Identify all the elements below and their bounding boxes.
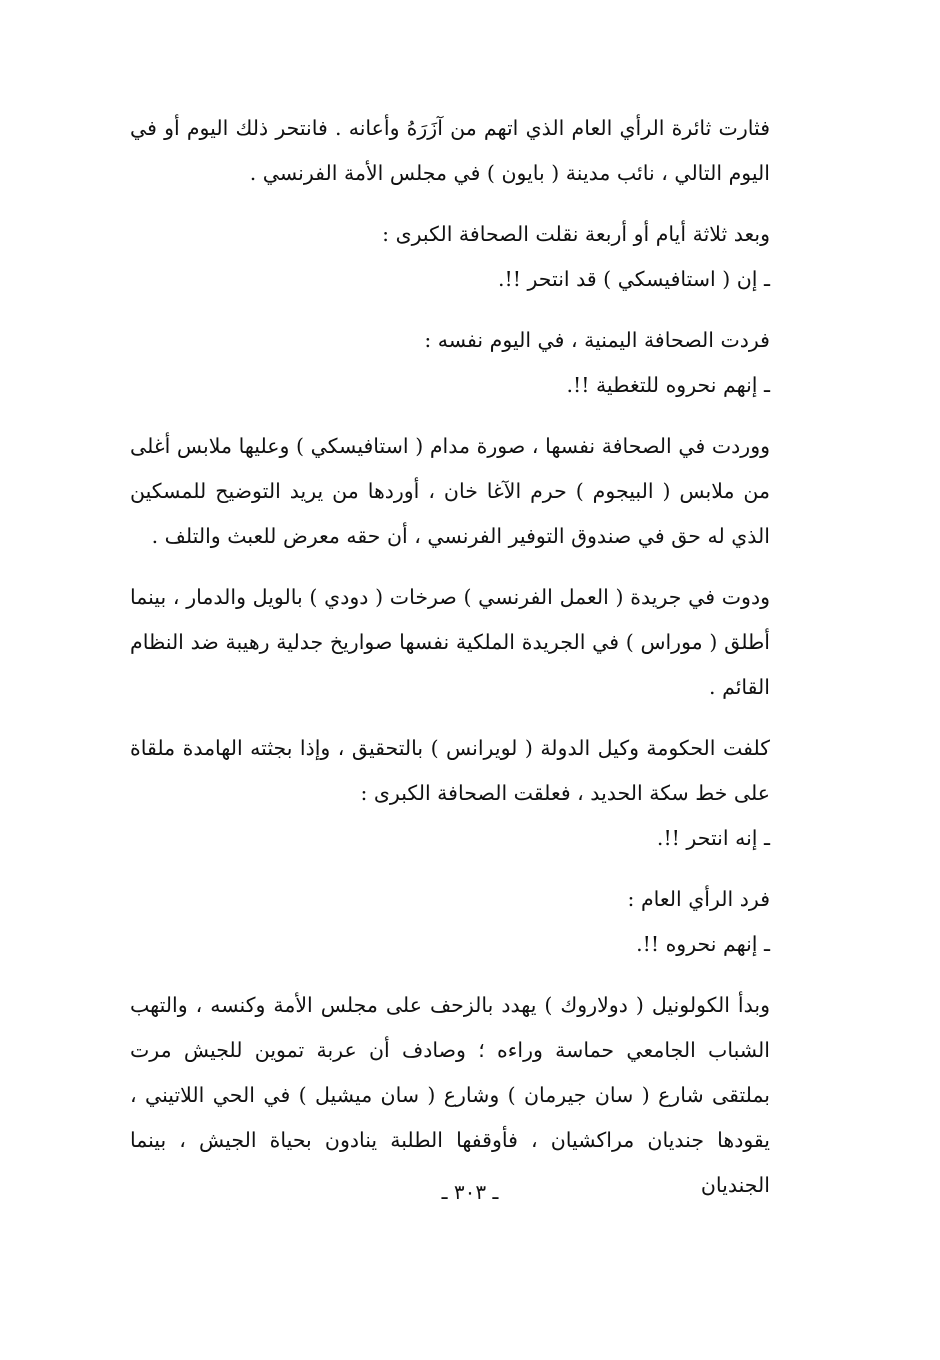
text-body	[130, 106, 808, 1224]
paragraph: وبعد ثلاثة أيام أو أربعة نقلت الصحافة الكبرى :	[382, 222, 770, 246]
paragraph: فرد الرأي العام :	[627, 887, 770, 911]
quote-line: ـ إن ( استافيسكي ) قد انتحر !!.	[497, 267, 770, 291]
paragraph: ووردت في الصحافة نفسها ، صورة مدام ( استافيسكي ) وعليها ملابس أغلى من ملابس ( البيجوم ) حرم الآغا خان ، أوردها من يريد التوضيح للمسكين الذي له حق في صندوق التوفير الفرنسي ، أن حقه معرض للعبث والتلف .	[130, 434, 770, 548]
paragraph: كلفت الحكومة وكيل الدولة ( لويرانس ) بالتحقيق ، وإذا بجثته الهامدة ملقاة على خط سكة الحديد ، فعلقت الصحافة الكبرى :	[130, 736, 770, 805]
paragraph: ودوت في جريدة ( العمل الفرنسي ) صرخات ( دودي ) بالويل والدمار ، بينما أطلق ( موراس ) في الجريدة الملكية نفسها صواريخ جدلية رهيبة ضد النظام القائم .	[130, 585, 770, 699]
paragraph: فردت الصحافة اليمنية ، في اليوم نفسه :	[424, 328, 770, 352]
page-number: ـ ٣٠٣ ـ	[441, 1180, 499, 1204]
quote-line: ـ إنهم نحروه للتغطية !!.	[566, 373, 770, 397]
paragraph: وبدأ الكولونيل ( دولاروك ) يهدد بالزحف على مجلس الأمة وكنسه ، والتهب الشباب الجامعي حماسة وراءه ؛ وصادف أن عربة تموين للجيش مرت بملتقى شارع ( سان جيرمان ) وشارع ( سان ميشيل ) في الحي اللاتيني ، يقودها جنديان مراكشيان ، فأوقفها الطلبة ينادون بحياة الجيش ، بينما الجنديان	[130, 993, 770, 1197]
quote-line: ـ إنه انتحر !!.	[656, 826, 770, 850]
paragraph: فثارت ثائرة الرأي العام الذي اتهم من آزَرَهُ وأعانه . فانتحر ذلك اليوم أو في اليوم التالي ، نائب مدينة ( بايون ) في مجلس الأمة الفرنسي .	[130, 116, 770, 185]
quote-line: ـ إنهم نحروه !!.	[636, 932, 770, 956]
